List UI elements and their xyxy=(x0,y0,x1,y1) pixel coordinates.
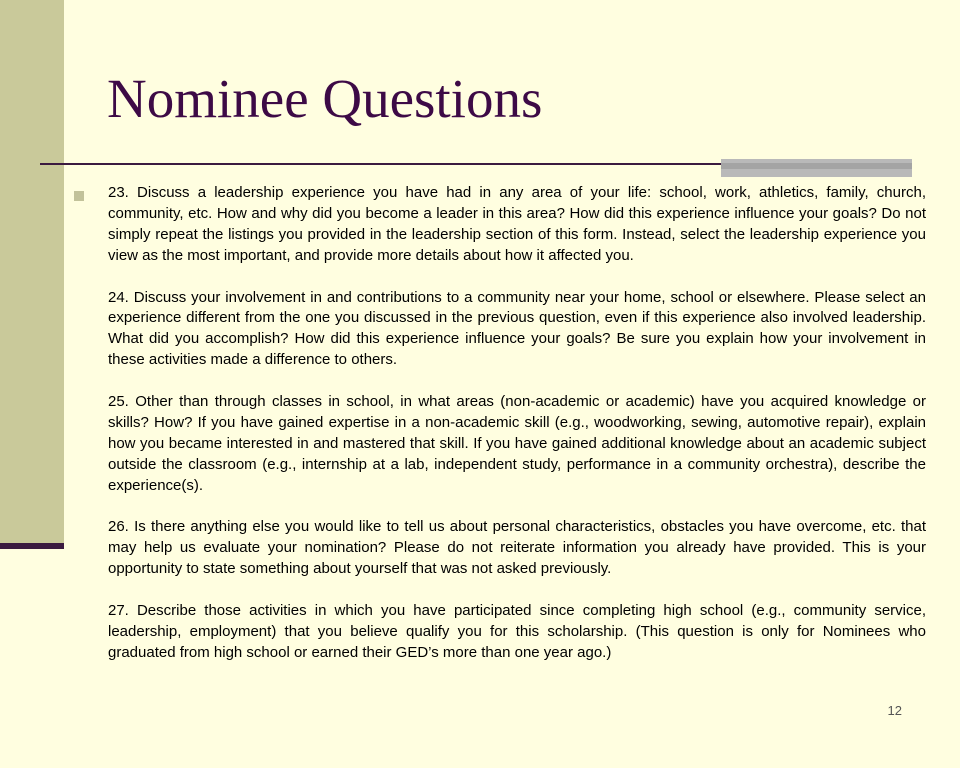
question-26: 26. Is there anything else you would like to tell us about personal characteristics, obstacles you have overcome, etc. that may help us evaluate your nomination? Please do not reiterate information you already have provided. This is your opportunity to state something about yourself that was not asked previously. xyxy=(108,518,926,578)
bullet-square-icon xyxy=(74,191,84,201)
left-accent-bar xyxy=(0,543,64,549)
title-accent-box xyxy=(721,159,912,177)
left-decorative-band xyxy=(0,0,64,545)
slide-title: Nominee Questions xyxy=(107,68,543,129)
question-23: 23. Discuss a leadership experience you have had in any area of your life: school, work, athletics, family, church, community, etc. How and why did you become a leader in this area? How did this experience influence your goals? Do not simply repeat the listings you provided in the leadership section of this form. Instead, select the leadership experience you view as the most important, and provide more details about how it affected you. xyxy=(108,184,926,264)
question-25: 25. Other than through classes in school, in what areas (non-academic or academic) have you acquired knowledge or skills? How? If you have gained expertise in a non-academic skill (e.g., woodworking, sewing, automotive repair), explain how you became interested in and mastered that skill. If you have gained additional knowledge about an academic subject outside the classroom (e.g., internship at a lab, independent study, performance in a community orchestra), describe the experience(s). xyxy=(108,393,926,494)
question-24: 24. Discuss your involvement in and contributions to a community near your home, school or elsewhere. Please select an experience different from the one you discussed in the previous question, even if this experience also involved leadership. What did you accomplish? How did this experience influence your goals? Be sure you explain how your involvement in these activities made a difference to others. xyxy=(108,288,926,369)
questions-list xyxy=(108,183,926,664)
page-number: 12 xyxy=(887,703,902,718)
question-27: 27. Describe those activities in which you have participated since completing high school (e.g., community service, leadership, employment) that you believe qualify you for this scholarship. (This question is only for Nominees who graduated from high school or earned their GED’s more than one year ago.) xyxy=(108,602,926,661)
